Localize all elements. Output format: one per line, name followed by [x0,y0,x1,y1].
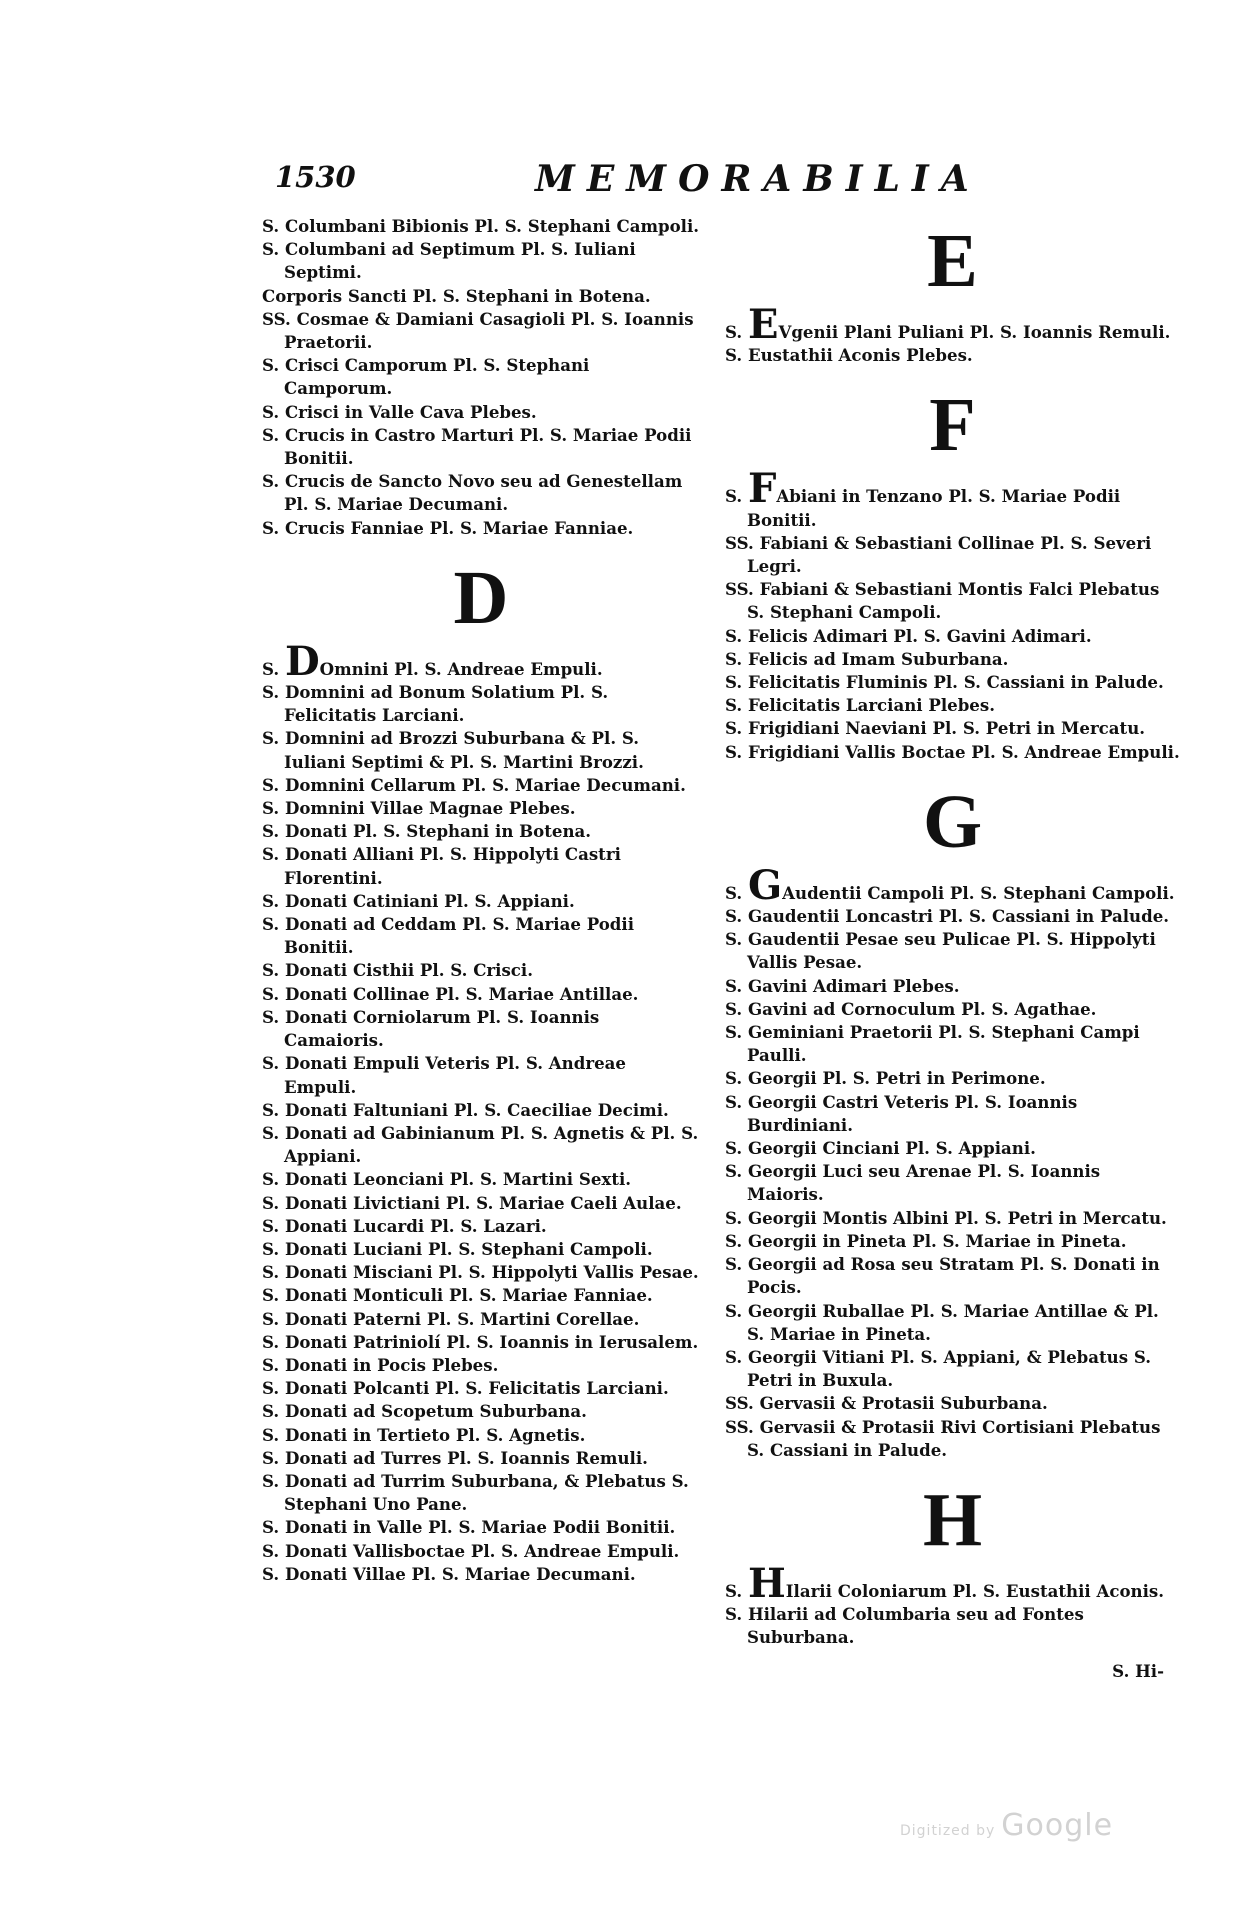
list-item: S. Crucis Fanniae Pl. S. Mariae Fanniae. [262,517,634,538]
list-item: S. Donati Leonciani Pl. S. Martini Sexti. [262,1169,632,1190]
section-letter-d: D [453,555,509,640]
list-item: S. Donati in Tertieto Pl. S. Agnetis. [262,1424,586,1445]
initial-capital: H [747,1559,786,1607]
entry-prefix: S. [725,322,743,342]
list-item: S. Donati Faltuniani Pl. S. Caeciliae Decimi. [262,1099,669,1120]
section-first-entry-e [725,301,1180,348]
list-item: S. Donati Collinae Pl. S. Mariae Antillae. [262,983,639,1004]
initial-capital: D [284,637,320,685]
list-item: S. Donati in Valle Pl. S. Mariae Podii Bonitii. [262,1517,676,1538]
entries-f [725,532,1180,764]
list-item: Corporis Sancti Pl. S. Stephani in Botena. [262,285,651,306]
list-item: S. Columbani Bibionis Pl. S. Stephani Campoli. [262,216,700,236]
list-item: S. Georgii ad Rosa seu Stratam Pl. S. Donati in Pocis. [725,1254,1160,1298]
initial-capital: G [747,861,783,909]
list-item: S. Donati Patriniolí Pl. S. Ioannis in Ierusalem. [262,1331,699,1352]
list-item: S. Georgii Cinciani Pl. S. Appiani. [725,1138,1036,1159]
section-first-entry-g [725,861,1180,909]
list-item: S. Felicitatis Fluminis Pl. S. Cassiani in Palude. [725,672,1164,693]
list-item: S. Donati Livictiani Pl. S. Mariae Caeli Aulae. [262,1192,682,1213]
list-item: S. Donati ad Gabinianum Pl. S. Agnetis & Pl. S. Appiani. [262,1122,699,1167]
list-item: SS. Cosmae & Damiani Casagioli Pl. S. Ioannis Praetorii. [262,308,694,353]
list-item: S. Donati Luciani Pl. S. Stephani Campoli. [262,1238,653,1259]
right-column [725,215,1180,1683]
entry-text: Ilarii Coloniarum Pl. S. Eustathii Aconis. [785,1580,1165,1601]
entry-prefix: S. [262,658,280,679]
list-item: S. Georgii Montis Albini Pl. S. Petri in Mercatu. [725,1207,1167,1228]
page-number: 1530 [275,160,356,194]
list-item: S. Crucis in Castro Marturi Pl. S. Mariae Podii Bonitii. [262,424,692,469]
list-item: S. Donati Monticuli Pl. S. Mariae Fanniae. [262,1285,653,1306]
list-item: S. Gaudentii Pesae seu Pulicae Pl. S. Hippolyti Vallis Pesae. [725,929,1156,973]
list-item: S. Donati ad Ceddam Pl. S. Mariae Podii Bonitii. [262,914,634,958]
list-item: S. Donati Alliani Pl. S. Hippolyti Castri Florentini. [262,844,621,888]
list-item: S. Felicis ad Imam Suburbana. [725,648,1009,669]
list-item: S. Domnini Villae Magnae Plebes. [262,798,576,819]
initial-capital: F [747,465,777,513]
list-item: S. Georgii in Pineta Pl. S. Mariae in Pineta. [725,1230,1127,1251]
entry-prefix: S. [725,882,743,903]
list-item: S. Gavini Adimari Plebes. [725,975,960,996]
entry-text: Omnini Pl. S. Andreae Empuli. [319,658,603,679]
list-item: S. Donati Villae Pl. S. Mariae Decumani. [262,1563,636,1584]
entry-prefix: S. [725,486,743,507]
list-item: S. Donati Cisthii Pl. S. Crisci. [262,960,533,981]
list-item: S. Frigidiani Naeviani Pl. S. Petri in Mercatu. [725,718,1146,739]
entries-d [262,681,700,1586]
watermark-brand: Google [1001,1808,1114,1843]
section-first-entry-d [262,637,700,685]
list-item: S. Felicis Adimari Pl. S. Gavini Adimari. [725,625,1092,646]
list-item: SS. Fabiani & Sebastiani Collinae Pl. S. Severi Legri. [725,532,1152,577]
list-item: S. Georgii Ruballae Pl. S. Mariae Antillae & Pl. S. Mariae in Pineta. [725,1300,1159,1344]
list-item: SS. Gervasii & Protasii Suburbana. [725,1393,1048,1414]
list-item: S. Donati Pl. S. Stephani in Botena. [262,821,592,842]
list-item: S. Donati Vallisboctae Pl. S. Andreae Empuli. [262,1540,680,1561]
list-item: S. Donati ad Turrim Suburbana, & Plebatus S. Stephani Uno Pane. [262,1470,689,1515]
list-item: S. Crisci in Valle Cava Plebes. [262,401,537,422]
entry-text: Audentii Campoli Pl. S. Stephani Campoli. [782,882,1175,903]
list-item: S. Gavini ad Cornoculum Pl. S. Agathae. [725,998,1097,1019]
list-item: S. Gaudentii Loncastri Pl. S. Cassiani in Palude. [725,906,1170,927]
list-item: S. Donati Corniolarum Pl. S. Ioannis Camaioris. [262,1006,600,1051]
list-item: S. Donati ad Scopetum Suburbana. [262,1401,587,1422]
entry-prefix: S. [725,1580,743,1601]
list-item: S. Donati Catiniani Pl. S. Appiani. [262,890,575,911]
list-item: S. Georgii Luci seu Arenae Pl. S. Ioannis Maioris. [725,1161,1101,1205]
list-item: S. Crisci Camporum Pl. S. Stephani Camporum. [262,355,590,399]
entry-text: Vgenii Plani Puliani Pl. S. Ioannis Remuli. [778,322,1171,342]
section-letter-f: F [929,383,976,468]
list-item: S. Donati Misciani Pl. S. Hippolyti Vallis Pesae. [262,1262,699,1283]
list-item: S. Donati Paterni Pl. S. Martini Corellae. [262,1308,640,1329]
initial-capital: E [747,301,779,348]
page-title: MEMORABILIA [535,158,981,200]
entries-g [725,905,1180,1462]
list-item: S. Eustathii Aconis Plebes. [725,345,973,366]
list-item: S. Domnini Cellarum Pl. S. Mariae Decumani. [262,774,686,795]
list-item: SS. Gervasii & Protasii Rivi Cortisiani Plebatus S. Cassiani in Palude. [725,1416,1161,1460]
section-first-entry-f [725,465,1180,531]
list-item: S. Frigidiani Vallis Boctae Pl. S. Andreae Empuli. [725,741,1180,762]
section-letter-h: H [922,1477,983,1562]
list-item: S. Columbani ad Septimum Pl. S. Iuliani Septimi. [262,239,636,283]
digitized-watermark [900,1808,1113,1843]
entries-c [262,215,700,540]
list-item: S. Donati Polcanti Pl. S. Felicitatis Larciani. [262,1378,669,1399]
list-item: S. Geminiani Praetorii Pl. S. Stephani Campi Paulli. [725,1022,1140,1066]
section-letter-g: G [922,779,983,864]
section-first-entry-h [725,1559,1180,1607]
watermark-prefix: Digitized by [900,1823,996,1839]
left-column [262,215,700,1586]
list-item: S. Georgii Castri Veteris Pl. S. Ioannis Burdiniani. [725,1091,1078,1135]
list-item: SS. Fabiani & Sebastiani Montis Falci Plebatus S. Stephani Campoli. [725,579,1160,623]
list-item: S. Felicitatis Larciani Plebes. [725,695,995,716]
list-item: S. Donati ad Turres Pl. S. Ioannis Remuli. [262,1447,648,1468]
list-item: S. Hilarii ad Columbaria seu ad Fontes Suburbana. [725,1604,1084,1648]
entry-text: Abiani in Tenzano Pl. S. Mariae Podii Bonitii. [747,486,1121,530]
catchword: S. Hi- [1112,1660,1164,1681]
section-letter-e: E [927,219,978,303]
list-item: S. Domnini ad Bonum Solatium Pl. S. Felicitatis Larciani. [262,682,609,726]
list-item: S. Domnini ad Brozzi Suburbana & Pl. S. Iuliani Septimi & Pl. S. Martini Brozzi. [262,728,644,772]
list-item: S. Georgii Pl. S. Petri in Perimone. [725,1068,1046,1089]
list-item: S. Crucis de Sancto Novo seu ad Genestellam Pl. S. Mariae Decumani. [262,471,683,515]
list-item: S. Georgii Vitiani Pl. S. Appiani, & Plebatus S. Petri in Buxula. [725,1346,1152,1391]
list-item: S. Donati Lucardi Pl. S. Lazari. [262,1215,547,1236]
list-item: S. Donati in Pocis Plebes. [262,1354,499,1375]
list-item: S. Donati Empuli Veteris Pl. S. Andreae Empuli. [262,1053,626,1097]
